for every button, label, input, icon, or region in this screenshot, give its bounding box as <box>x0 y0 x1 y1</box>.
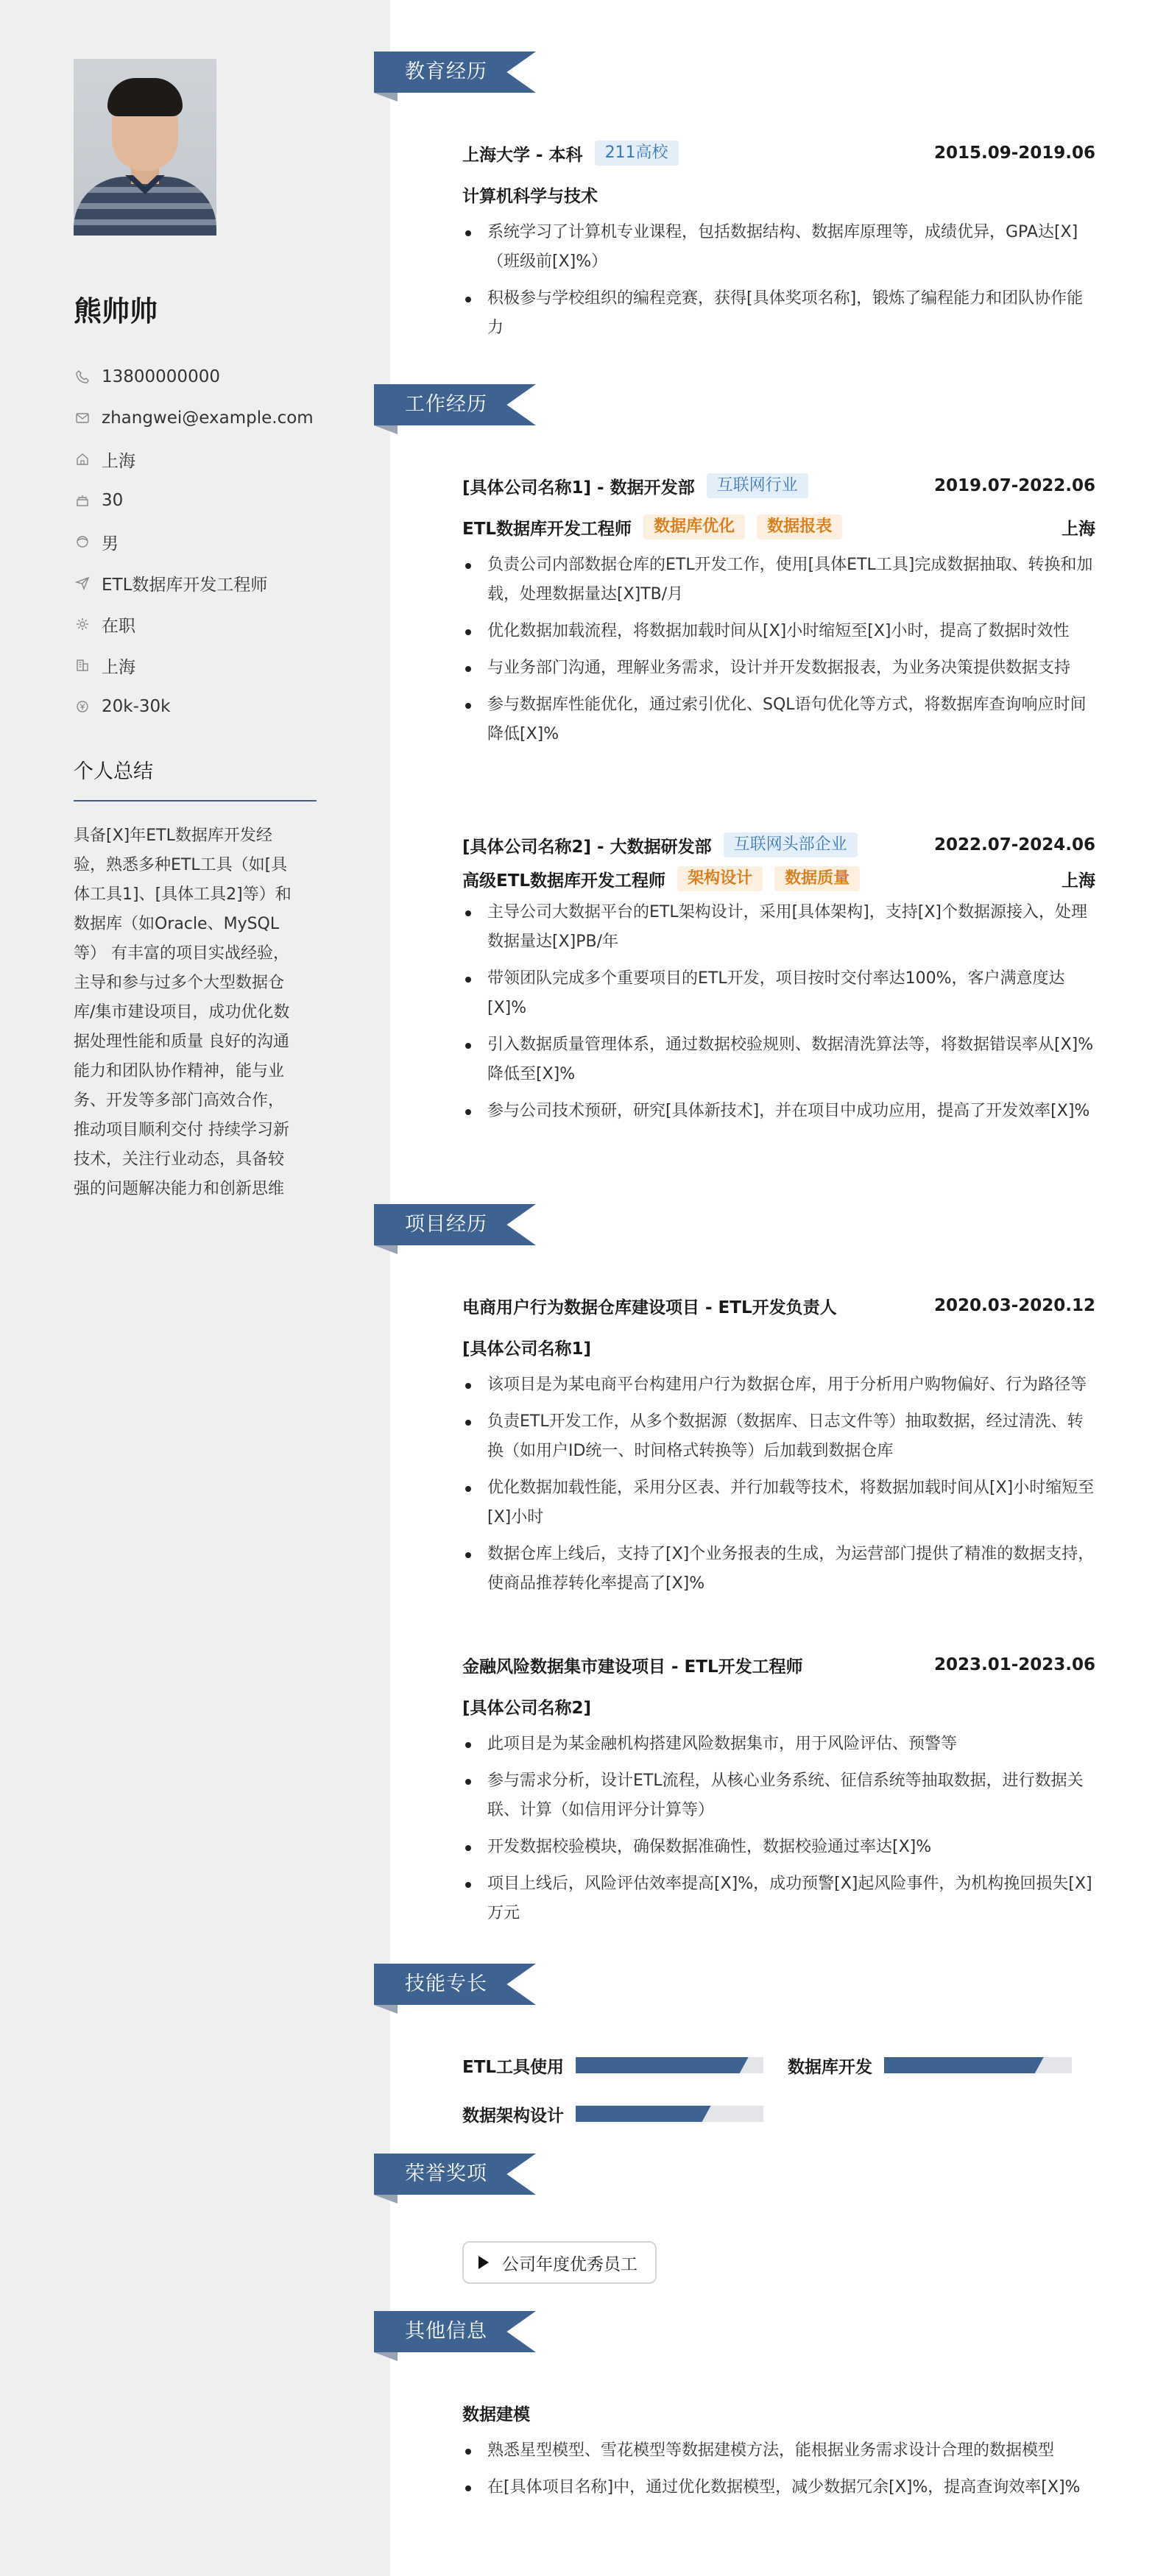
work-entry <box>462 473 1095 757</box>
section-header-work <box>374 384 536 425</box>
contact-value: 上海 <box>102 657 135 677</box>
school-name: 上海大学 - 本科 <box>462 145 583 165</box>
skill-bar <box>884 2057 1072 2073</box>
contact-age <box>74 480 368 521</box>
skill-row <box>462 2050 763 2080</box>
list-item: 参与公司技术预研，研究[具体新技术]，并在项目中成功应用，提高了开发效率[X]% <box>462 1097 1095 1126</box>
list-item: 该项目是为某电商平台构建用户行为数据仓库，用于分析用户购物偏好、行为路径等 <box>462 1370 1095 1400</box>
contact-value: ETL数据库开发工程师 <box>102 575 268 595</box>
skill-label: ETL工具使用 <box>462 2057 565 2077</box>
contact-status <box>74 604 368 645</box>
summary-line: 能力和团队协作精神，能与业 <box>74 1062 285 1080</box>
list-item: 负责公司内部数据仓库的ETL开发工作，使用[具体ETL工具]完成数据抽取、转换和加载，处理数据量达[X]TB/月 <box>462 551 1095 609</box>
skill-bar <box>576 2106 763 2122</box>
section-title: 其他信息 <box>405 2320 487 2343</box>
summary-text <box>74 821 317 1204</box>
contact-value: zhangwei@example.com <box>102 408 314 428</box>
section-title: 技能专长 <box>405 1972 487 1995</box>
industry-tag: 互联网头部企业 <box>724 832 858 857</box>
salary-icon <box>74 698 91 715</box>
summary-line: 具备[X]年ETL数据库开发经 <box>74 827 272 845</box>
project-date: 2023.01-2023.06 <box>933 1655 1095 1674</box>
contact-list <box>74 356 368 727</box>
award-badge <box>462 2241 657 2284</box>
skill-tag: 数据库优化 <box>643 514 745 539</box>
summary-line: 库/集市建设项目，成功优化数 <box>74 1003 290 1022</box>
section-header-education <box>374 52 536 93</box>
list-item: 数据仓库上线后，支持了[X]个业务报表的生成，为运营部门提供了精准的数据支持，使商品推荐转化率提高了[X]% <box>462 1540 1095 1599</box>
work-entry <box>462 832 1095 1133</box>
work-date: 2022.07-2024.06 <box>933 835 1095 854</box>
list-item: 负责ETL开发工作，从多个数据源（数据库、日志文件等）抽取数据，经过清洗、转换（如用户ID统一、时间格式转换等）后加载到数据仓库 <box>462 1407 1095 1466</box>
list-item: 积极参与学校组织的编程竞赛，获得[具体奖项名称]，锻炼了编程能力和团队协作能力 <box>462 284 1095 343</box>
other-title: 数据建模 <box>462 2405 530 2424</box>
project-entry <box>462 1292 1095 1606</box>
contact-gender <box>74 521 368 562</box>
section-header-honors <box>374 2154 536 2195</box>
project-date: 2020.03-2020.12 <box>933 1296 1095 1315</box>
job-title: 高级ETL数据库开发工程师 <box>462 871 666 891</box>
company-name: [具体公司名称2] - 大数据研发部 <box>462 837 712 857</box>
gender-icon <box>74 533 91 551</box>
skill-label: 数据架构设计 <box>462 2106 564 2126</box>
summary-line: 务、开发等多部门高效合作， <box>74 1091 285 1110</box>
summary-line: 验，熟悉多种ETL工具（如[具 <box>74 856 288 874</box>
contact-phone <box>74 356 368 397</box>
summary-line: 技术，关注行业动态，具备较 <box>74 1150 285 1169</box>
contact-value: 上海 <box>102 451 135 471</box>
mail-icon <box>74 409 91 427</box>
skill-row <box>462 2099 763 2129</box>
list-item: 与业务部门沟通，理解业务需求，设计并开发数据报表，为业务决策提供数据支持 <box>462 654 1095 683</box>
building-icon <box>74 657 91 674</box>
project-company: [具体公司名称2] <box>462 1698 592 1718</box>
other-entry <box>462 2399 1095 2510</box>
skill-tag: 架构设计 <box>677 866 763 891</box>
list-item: 引入数据质量管理体系，通过数据校验规则、数据清洗算法等，将数据错误率从[X]%降低至[X]% <box>462 1030 1095 1089</box>
contact-value: 30 <box>102 491 124 510</box>
skill-tag: 数据报表 <box>757 514 842 539</box>
list-item: 优化数据加载性能，采用分区表、并行加载等技术，将数据加载时间从[X]小时缩短至[X]小时 <box>462 1473 1095 1532</box>
section-header-other <box>374 2311 536 2352</box>
project-name: 金融风险数据集市建设项目 - ETL开发工程师 <box>462 1657 803 1677</box>
skill-bar-fill <box>576 2106 711 2122</box>
skill-bar-fill <box>884 2057 1044 2073</box>
list-item: 参与数据库性能优化，通过索引优化、SQL语句优化等方式，将数据库查询响应时间降低[X]% <box>462 690 1095 749</box>
summary-line: 等） 有丰富的项目实战经验， <box>74 944 289 963</box>
phone-icon <box>74 368 91 386</box>
list-item: 项目上线后，风险评估效率提高[X]%，成功预警[X]起风险事件，为机构挽回损失[X]万元 <box>462 1869 1095 1928</box>
contact-position <box>74 562 368 604</box>
school-tag: 211高校 <box>595 141 679 166</box>
work-date: 2019.07-2022.06 <box>933 476 1095 495</box>
play-icon <box>478 2256 489 2269</box>
list-item: 熟悉星型模型、雪花模型等数据建模方法，能根据业务需求设计合理的数据模型 <box>462 2436 1095 2466</box>
home-icon <box>74 450 91 468</box>
industry-tag: 互联网行业 <box>707 473 808 498</box>
education-date: 2015.09-2019.06 <box>933 144 1095 163</box>
contact-value: 在职 <box>102 616 135 636</box>
skill-bar <box>576 2057 763 2073</box>
sidebar <box>0 0 390 2576</box>
summary-line: 据处理性能和质量 良好的沟通 <box>74 1033 289 1051</box>
summary-line: 推动项目顺利交付 持续学习新 <box>74 1121 289 1139</box>
section-title: 教育经历 <box>405 60 487 83</box>
job-title: ETL数据库开发工程师 <box>462 519 632 539</box>
work-city: 上海 <box>1062 871 1095 891</box>
company-name: [具体公司名称1] - 数据开发部 <box>462 478 695 498</box>
work-city: 上海 <box>1062 519 1095 539</box>
section-title: 荣誉奖项 <box>405 2162 487 2185</box>
summary-line: 体工具1]、[具体工具2]等）和 <box>74 885 292 904</box>
section-header-skills <box>374 1964 536 2005</box>
summary-line: 数据库（如Oracle、MySQL <box>74 915 280 933</box>
contact-value: 20k-30k <box>102 697 171 716</box>
list-item: 优化数据加载流程，将数据加载时间从[X]小时缩短至[X]小时，提高了数据时效性 <box>462 617 1095 646</box>
skill-bar-fill <box>576 2057 749 2073</box>
summary-line: 强的问题解决能力和创新思维 <box>74 1180 285 1198</box>
summary-line: 主导和参与过多个大型数据仓 <box>74 974 285 992</box>
project-name: 电商用户行为数据仓库建设项目 - ETL开发负责人 <box>462 1298 837 1317</box>
project-entry <box>462 1652 1095 1936</box>
list-item: 此项目是为某金融机构搭建风险数据集市，用于风险评估、预警等 <box>462 1730 1095 1759</box>
section-header-project <box>374 1204 536 1245</box>
list-item: 在[具体项目名称]中，通过优化数据模型，减少数据冗余[X]%，提高查询效率[X]% <box>462 2473 1095 2502</box>
contact-value: 13800000000 <box>102 367 220 386</box>
award-label: 公司年度优秀员工 <box>502 2254 638 2274</box>
section-title: 工作经历 <box>405 393 487 416</box>
project-company: [具体公司名称1] <box>462 1339 592 1359</box>
contact-home <box>74 439 368 480</box>
section-title: 项目经历 <box>405 1213 487 1236</box>
profile-name: 熊帅帅 <box>74 295 158 328</box>
skill-tag: 数据质量 <box>774 866 860 891</box>
summary-title: 个人总结 <box>74 755 317 802</box>
major: 计算机科学与技术 <box>462 186 598 206</box>
education-entry <box>462 140 1095 350</box>
contact-value: 男 <box>102 534 119 553</box>
age-icon <box>74 492 91 509</box>
contact-salary <box>74 686 368 727</box>
skill-label: 数据库开发 <box>788 2057 872 2077</box>
send-icon <box>74 574 91 592</box>
list-item: 系统学习了计算机专业课程，包括数据结构、数据库原理等，成绩优异，GPA达[X]（班级前[X]%） <box>462 218 1095 277</box>
contact-email <box>74 397 368 439</box>
skill-row <box>788 2050 1072 2080</box>
list-item: 开发数据校验模块，确保数据准确性，数据校验通过率达[X]% <box>462 1833 1095 1862</box>
list-item: 主导公司大数据平台的ETL架构设计，采用[具体架构]，支持[X]个数据源接入，处理数据量达[X]PB/年 <box>462 898 1095 957</box>
status-icon <box>74 615 91 633</box>
list-item: 带领团队完成多个重要项目的ETL开发，项目按时交付率达100%，客户满意度达[X]% <box>462 964 1095 1023</box>
list-item: 参与需求分析，设计ETL流程，从核心业务系统、征信系统等抽取数据，进行数据关联、计算（如信用评分计算等） <box>462 1766 1095 1825</box>
profile-photo <box>74 59 216 236</box>
contact-city <box>74 645 368 686</box>
